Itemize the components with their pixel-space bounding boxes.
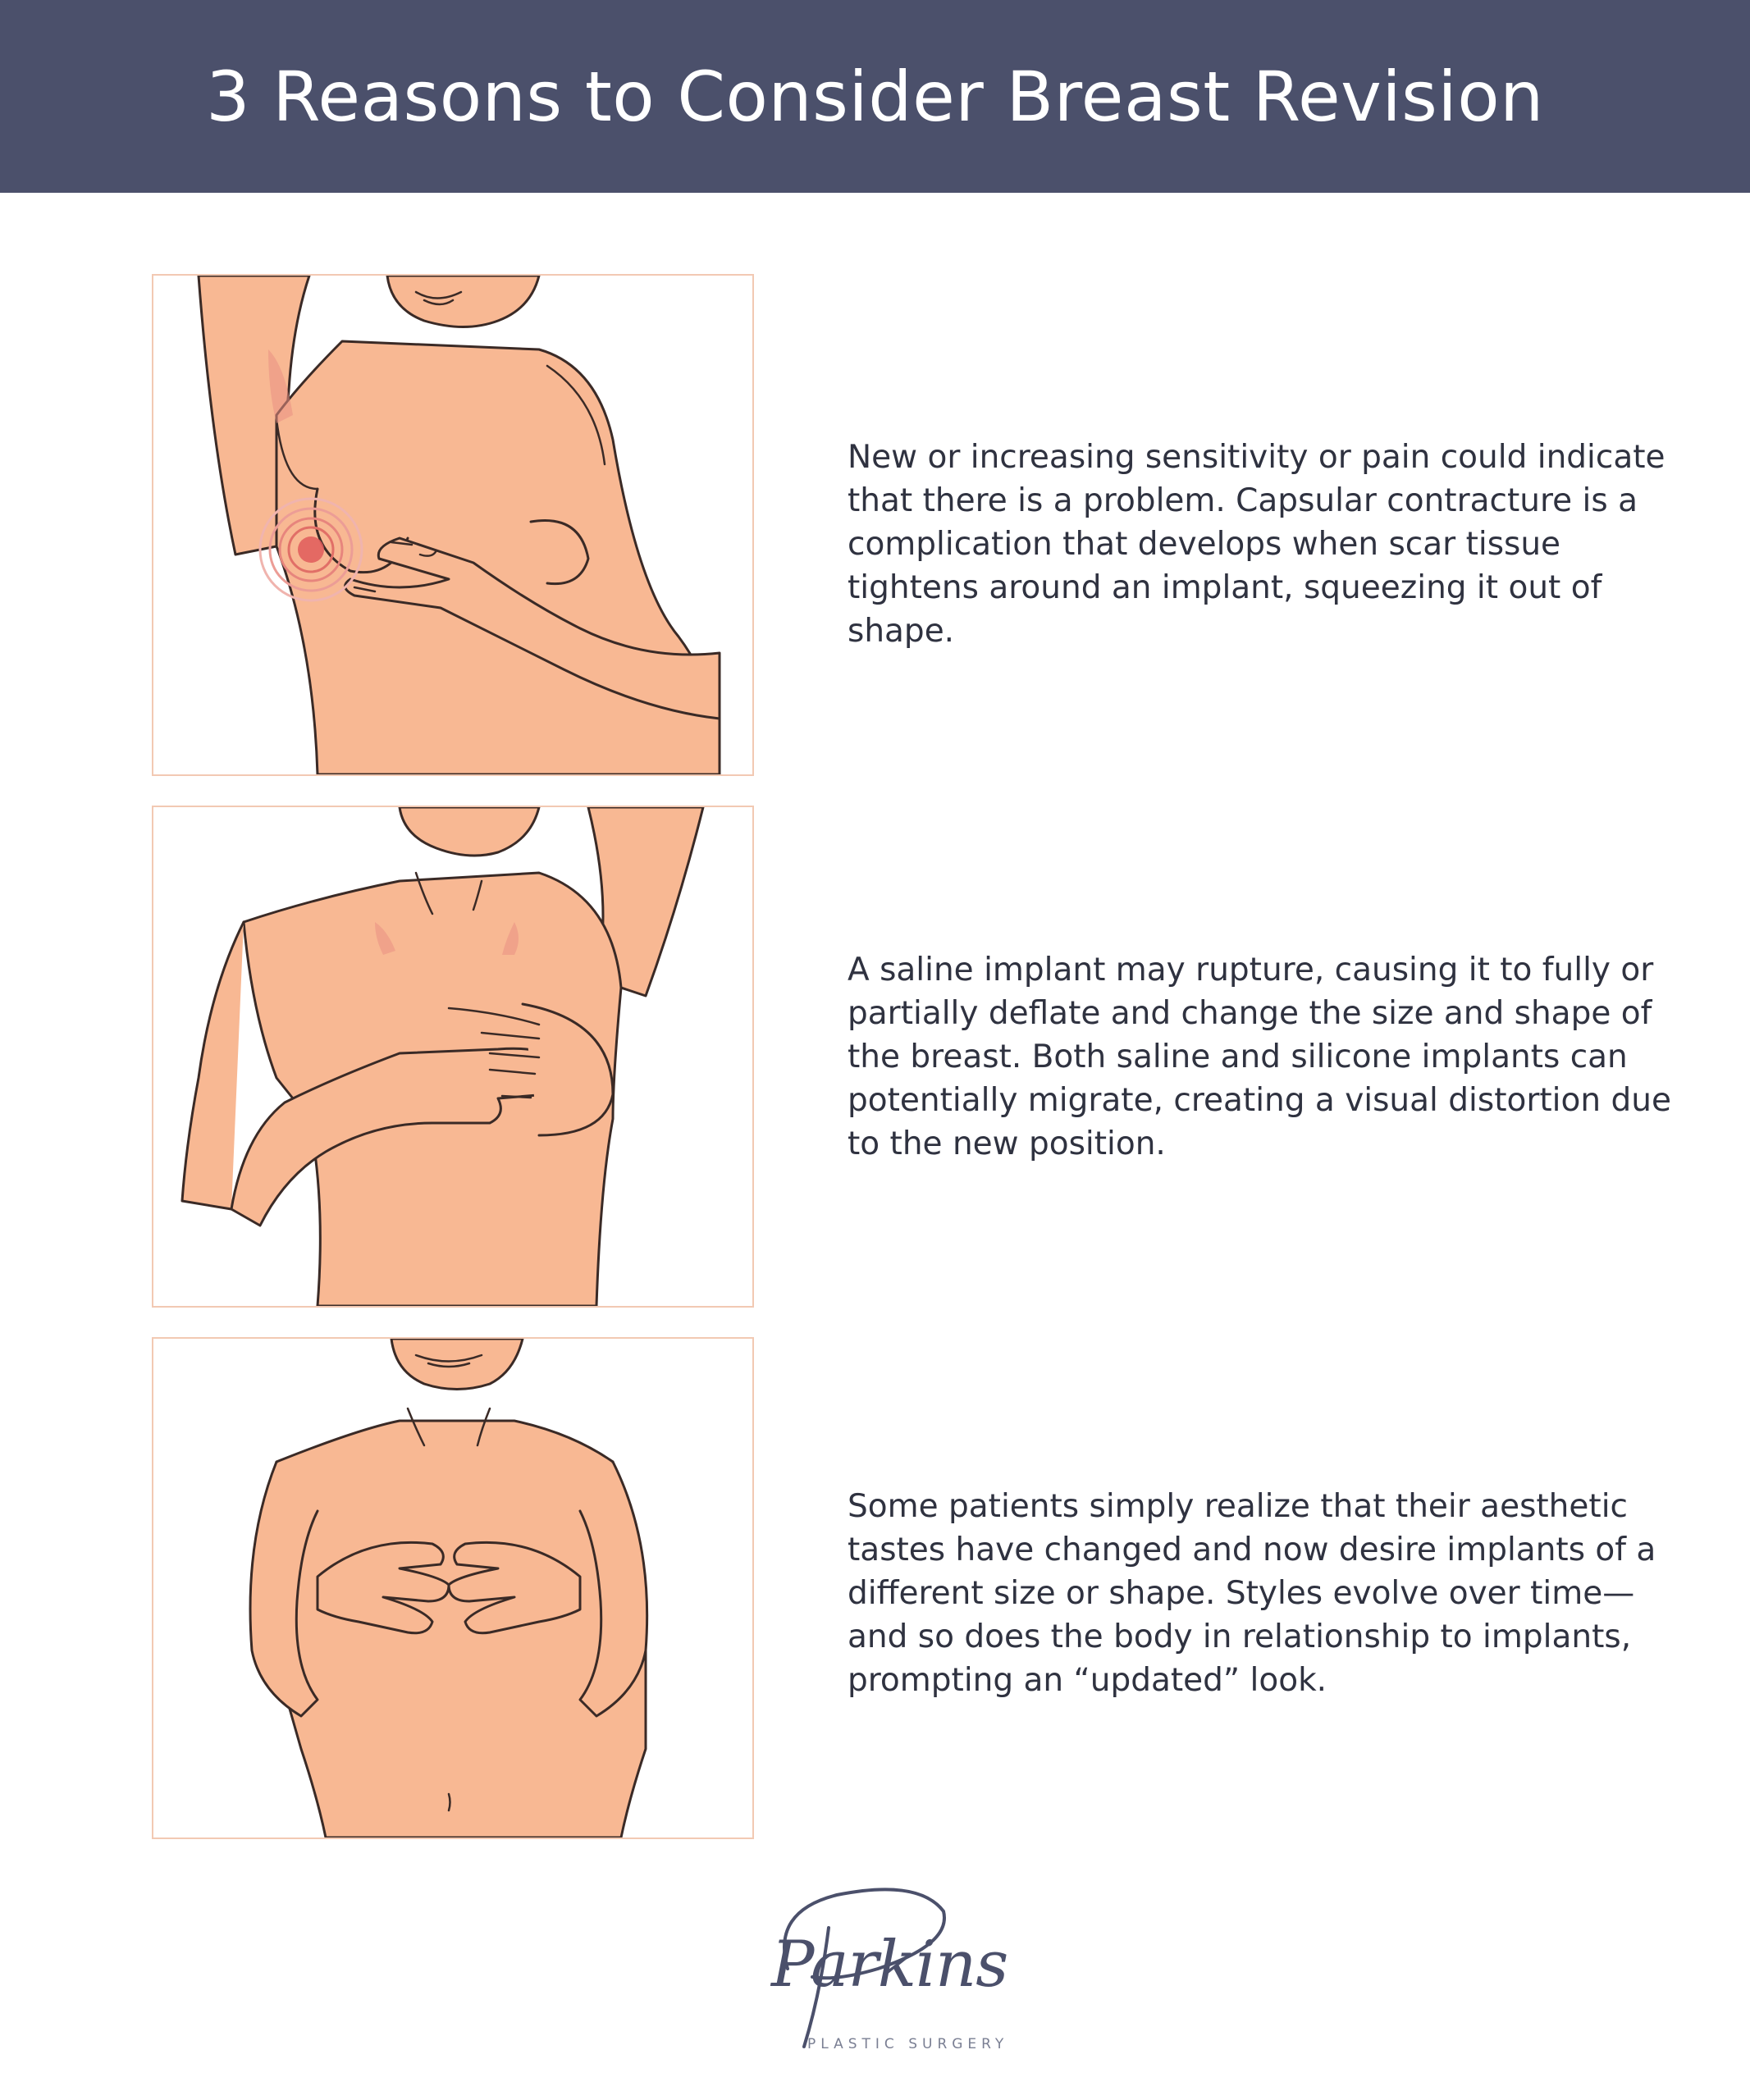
reason-1-text: New or increasing sensitivity or pain could indicate that there is a problem. Capsular contracture is a complication that develops when scar tissue tightens around an implant, squeezing it out of shape. xyxy=(848,439,1665,650)
parkins-logo xyxy=(738,1879,1017,2067)
reason-3-text: Some patients simply realize that their aesthetic tastes have changed and now desire implants of a different size or shape. Styles evolve over time—and so does the body in relationship to implants, prompting an “updated” look. xyxy=(848,1488,1656,1699)
logo-script-text: Parkins xyxy=(771,1928,1008,2002)
logo-subtitle: PLASTIC SURGERY xyxy=(807,2036,1009,2052)
raised-arm-pain-illustration xyxy=(152,274,754,776)
reason-2-text: A saline implant may rupture, causing it to fully or partially deflate and change the size and shape of the breast. Both saline and silicone implants can potentially migrate, creating a visual distortion due to the new position. xyxy=(848,952,1671,1162)
hands-covering-chest-illustration xyxy=(152,1337,754,1839)
page-title: 3 Reasons to Consider Breast Revision xyxy=(206,56,1544,137)
header-banner xyxy=(0,0,1750,193)
hand-on-breast-illustration xyxy=(152,806,754,1308)
